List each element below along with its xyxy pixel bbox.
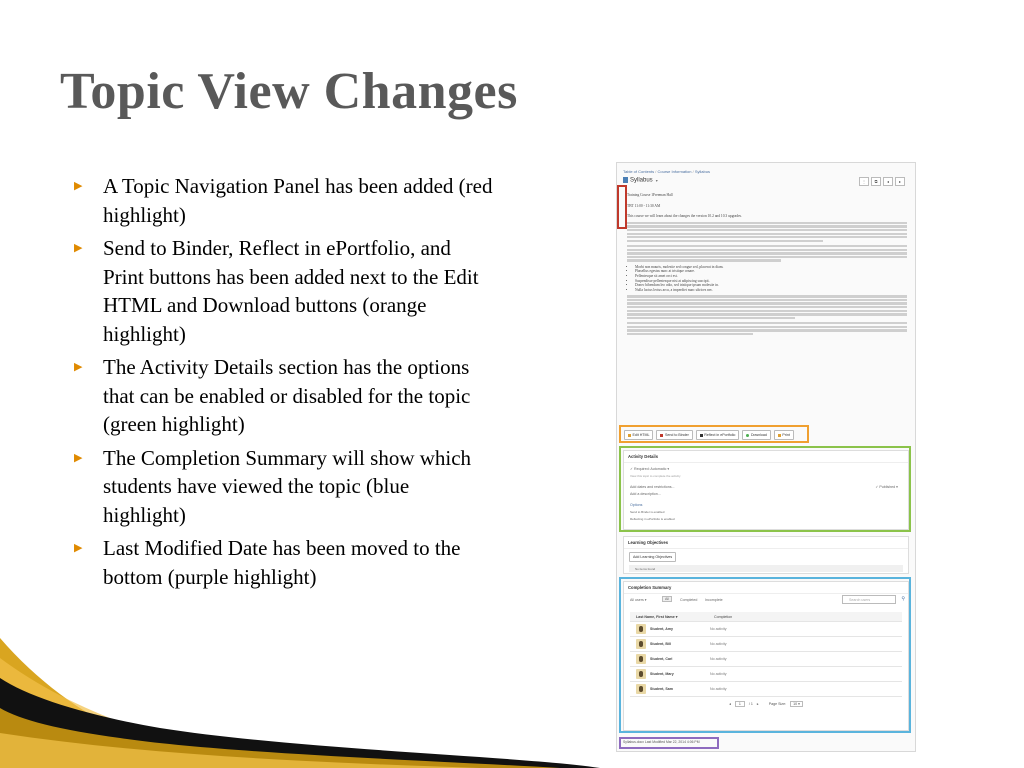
doc-bullet: • Suspendisse pellentesque nisi at adipiscing suscipit. bbox=[635, 279, 907, 284]
page-count: / 1 bbox=[748, 702, 753, 706]
send-to-binder-button[interactable]: Send to Binder bbox=[656, 430, 692, 440]
table-header bbox=[630, 612, 902, 622]
student-name[interactable]: Student, Amy bbox=[650, 627, 674, 631]
view-note: View this topic to complete the activity bbox=[630, 473, 681, 478]
page-size-select[interactable]: 10 ▾ bbox=[790, 701, 803, 707]
doc-bullet: • Phasellus egestas nunc at tristique ornare. bbox=[635, 269, 907, 274]
completion-summary-header: Completion Summary bbox=[624, 582, 908, 594]
add-dates-link[interactable]: Add dates and restrictions... bbox=[630, 484, 675, 489]
bullet-text: A Topic Navigation Panel has been added (red highlight) bbox=[103, 174, 493, 227]
bullet-arrow-icon: ▶ bbox=[74, 361, 83, 373]
bullet-item bbox=[72, 353, 497, 439]
pencil-icon bbox=[628, 434, 631, 437]
student-name[interactable]: Student, Mary bbox=[650, 672, 674, 676]
tab-incomplete[interactable]: Incomplete bbox=[705, 597, 723, 602]
doc-paragraph bbox=[627, 222, 907, 242]
completion-status: No activity bbox=[710, 657, 727, 661]
avatar bbox=[636, 654, 646, 664]
bullet-arrow-icon: ▶ bbox=[74, 451, 83, 464]
student-name[interactable]: Student, Carl bbox=[650, 657, 673, 661]
activity-details-header: Activity Details bbox=[624, 451, 908, 463]
table-row bbox=[630, 682, 902, 697]
bullet-list bbox=[72, 172, 497, 596]
breadcrumb bbox=[623, 169, 710, 174]
slide-title: Topic View Changes bbox=[60, 63, 518, 120]
completion-required-select[interactable]: ✓ Required: Automatic ▾ bbox=[630, 466, 670, 471]
add-learning-objectives-button[interactable]: Add Learning Objectives bbox=[629, 552, 676, 562]
print-button[interactable]: Print bbox=[774, 430, 794, 440]
page-next-icon[interactable]: ▸ bbox=[756, 702, 759, 706]
completion-toolbar bbox=[624, 594, 908, 606]
next-topic-button[interactable]: ▸ bbox=[895, 177, 905, 186]
student-name[interactable]: Student, Bill bbox=[650, 642, 671, 646]
eportfolio-icon bbox=[700, 434, 703, 437]
doc-paragraph bbox=[627, 295, 907, 319]
breadcrumb-item[interactable]: / Course Information bbox=[654, 169, 691, 174]
topic-header bbox=[623, 177, 907, 187]
completion-table bbox=[630, 612, 902, 709]
avatar bbox=[636, 624, 646, 634]
dates-row bbox=[624, 483, 908, 490]
search-users-input[interactable]: Search users bbox=[842, 595, 896, 604]
binder-icon bbox=[660, 434, 663, 437]
page-size-label: Page Size: bbox=[768, 702, 787, 706]
add-description-link[interactable]: Add a description... bbox=[630, 491, 661, 496]
bullet-item bbox=[72, 172, 497, 229]
published-select[interactable]: ✓ Published ▾ bbox=[875, 484, 898, 489]
col-name-header[interactable]: Last Name, First Name ▾ bbox=[636, 614, 678, 619]
breadcrumb-item[interactable]: Table of Contents bbox=[623, 169, 655, 174]
download-button[interactable]: Download bbox=[742, 430, 770, 440]
doc-paragraph bbox=[627, 245, 907, 262]
table-row bbox=[630, 652, 902, 667]
doc-bullet-list bbox=[635, 265, 907, 293]
fullscreen-button[interactable]: ⧉ bbox=[871, 177, 881, 186]
bullet-text: The Activity Details section has the options that can be enabled or disabled for the topic (green highlight) bbox=[103, 355, 471, 436]
doc-bullet: • Donec bibendum leo odio, sed tristique ipsum molestie in. bbox=[635, 283, 907, 288]
empty-message: No items found bbox=[629, 565, 903, 572]
activity-details-card bbox=[623, 450, 909, 530]
doc-bullet: • Pellentesque sit amet orci est. bbox=[635, 274, 907, 279]
search-icon[interactable]: ⚲ bbox=[901, 596, 905, 602]
bullet-text: Last Modified Date has been moved to the bottom (purple highlight) bbox=[103, 536, 461, 589]
topic-nav-buttons bbox=[859, 177, 905, 186]
table-row bbox=[630, 667, 902, 682]
completion-status: No activity bbox=[710, 687, 727, 691]
last-modified: Syllabus.docx Last Modified Mar 22, 2014 4:06 PM bbox=[623, 740, 700, 744]
topic-title[interactable]: Syllabus ▾ bbox=[623, 177, 658, 184]
chevron-down-icon[interactable]: ▾ bbox=[655, 177, 658, 183]
completion-status: No activity bbox=[710, 672, 727, 676]
bullet-arrow-icon: ▶ bbox=[74, 180, 83, 192]
doc-heading: TBT 11:00 - 11:30 AM bbox=[627, 203, 661, 208]
decorative-swoosh bbox=[0, 638, 600, 768]
download-icon bbox=[746, 434, 749, 437]
binder-option: Send to Binder is enabled bbox=[630, 509, 665, 514]
reflect-eportfolio-button[interactable]: Reflect in ePortfolio bbox=[696, 430, 740, 440]
pager bbox=[630, 699, 902, 709]
topic-view-screenshot bbox=[616, 162, 916, 752]
bullet-arrow-icon: ▶ bbox=[74, 242, 83, 254]
table-row bbox=[630, 622, 902, 637]
avatar bbox=[636, 684, 646, 694]
avatar bbox=[636, 669, 646, 679]
doc-bullet: • Nulla luctus lectus arcu, a imperdiet nunc ultrices nec. bbox=[635, 288, 907, 293]
red-highlight bbox=[617, 185, 627, 229]
completion-summary-card bbox=[623, 581, 909, 731]
bullet-item bbox=[72, 444, 497, 530]
tab-all[interactable]: All bbox=[662, 596, 672, 602]
options-label: Options bbox=[630, 502, 643, 507]
doc-bullet: • Morbi non mauris, molestie sed congue sed, placerat in diam. bbox=[635, 265, 907, 270]
page-prev-icon[interactable]: ◂ bbox=[729, 702, 731, 706]
all-users-filter[interactable]: All users ▾ bbox=[630, 597, 647, 602]
learning-objectives-card bbox=[623, 536, 909, 574]
bullet-item bbox=[72, 234, 497, 348]
bullet-text: Send to Binder, Reflect in ePortfolio, and Print buttons has been added next to the Edit HTML and Download buttons (orange highlight) bbox=[103, 236, 479, 346]
previous-topic-button[interactable]: ◂ bbox=[883, 177, 893, 186]
doc-intro: This course we will learn about the changes the version 10.2 and 10.3 upgrades. bbox=[627, 214, 742, 219]
tab-completed[interactable]: Completed bbox=[680, 597, 698, 602]
bullet-arrow-icon: ▶ bbox=[74, 542, 83, 554]
avatar bbox=[636, 639, 646, 649]
doc-heading: Training Course 1Freeman Hall bbox=[627, 193, 673, 197]
learning-objectives-header: Learning Objectives bbox=[624, 537, 908, 549]
student-name[interactable]: Student, Sam bbox=[650, 687, 673, 691]
document-icon bbox=[623, 177, 628, 183]
table-row bbox=[630, 637, 902, 652]
breadcrumb-item: / Syllabus bbox=[692, 169, 710, 174]
print-icon bbox=[778, 434, 781, 437]
document-content bbox=[627, 189, 907, 337]
bullet-text: The Completion Summary will show which students have viewed the topic (blue highlight) bbox=[103, 445, 472, 527]
doc-paragraph bbox=[627, 322, 907, 335]
completion-status: No activity bbox=[710, 642, 727, 646]
completion-status: No activity bbox=[710, 627, 727, 631]
bullet-item bbox=[72, 534, 497, 591]
action-buttons bbox=[624, 430, 794, 440]
edit-html-button[interactable]: Edit HTML bbox=[624, 430, 653, 440]
col-completion-header: Completion bbox=[714, 614, 733, 619]
more-options-button[interactable]: ⋮ bbox=[859, 177, 869, 186]
eportfolio-option: Reflecting in ePortfolio is enabled bbox=[630, 516, 675, 521]
page-number-input[interactable]: 1 bbox=[735, 701, 745, 707]
